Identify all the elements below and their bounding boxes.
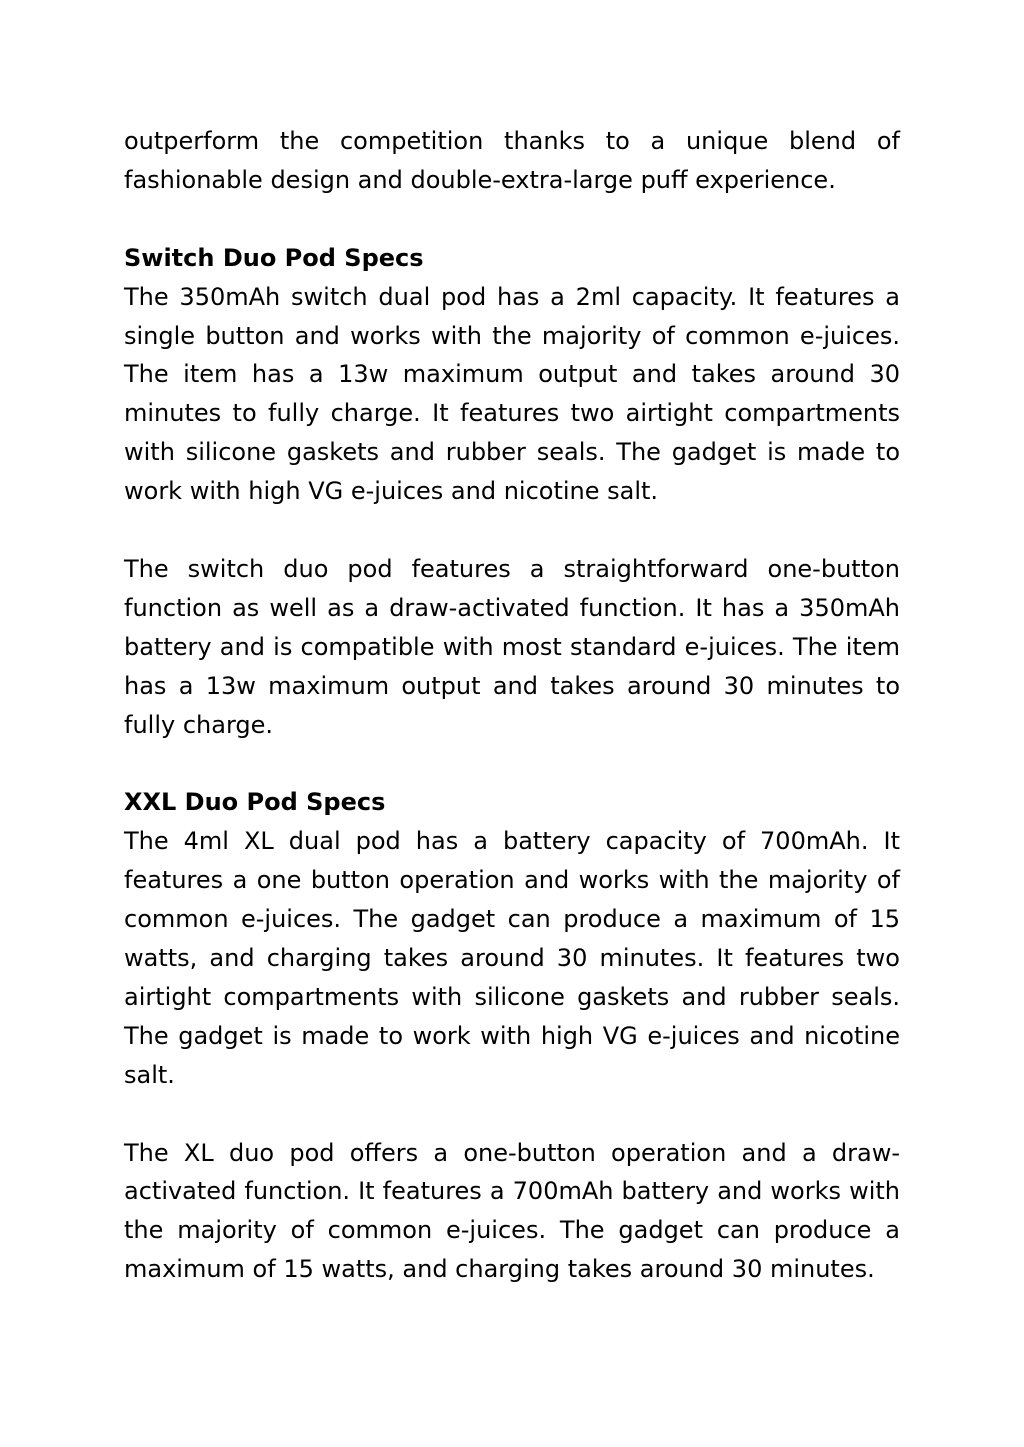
- xxl-duo-paragraph-2: The XL duo pod offers a one-button operation and a draw-activated function. It features a 700mAh battery and works with the majority of common e-juices. The gadget can produce a maximum of 15 watts, and charging takes around 30 minutes.: [124, 1138, 900, 1284]
- xxl-duo-heading: XXL Duo Pod Specs: [124, 788, 386, 817]
- intro-paragraph: outperform the competition thanks to a unique blend of fashionable design and double-extra-large puff experience.: [124, 127, 900, 194]
- paragraph-spacer: [124, 511, 900, 550]
- paragraph-spacer: [124, 744, 900, 783]
- switch-duo-paragraph-1: The 350mAh switch dual pod has a 2ml capacity. It features a single button and works with the majority of common e-juices. The item has a 13w maximum output and takes around 30 minutes to fully charge. It features two airtight compartments with silicone gaskets and rubber seals. The gadget is made to work with high VG e-juices and nicotine salt.: [124, 282, 900, 506]
- document-page: [124, 122, 900, 1289]
- xxl-duo-paragraph-1: The 4ml XL dual pod has a battery capacity of 700mAh. It features a one button operation and works with the majority of common e-juices. The gadget can produce a maximum of 15 watts, and charging takes around 30 minutes. It features two airtight compartments with silicone gaskets and rubber seals. The gadget is made to work with high VG e-juices and nicotine salt.: [124, 827, 900, 1089]
- paragraph-spacer: [124, 200, 900, 239]
- switch-duo-heading: Switch Duo Pod Specs: [124, 243, 424, 272]
- paragraph-spacer: [124, 1095, 900, 1134]
- switch-duo-paragraph-2: The switch duo pod features a straightforward one-button function as well as a draw-activated function. It has a 350mAh battery and is compatible with most standard e-juices. The item has a 13w maximum output and takes around 30 minutes to fully charge.: [124, 554, 900, 739]
